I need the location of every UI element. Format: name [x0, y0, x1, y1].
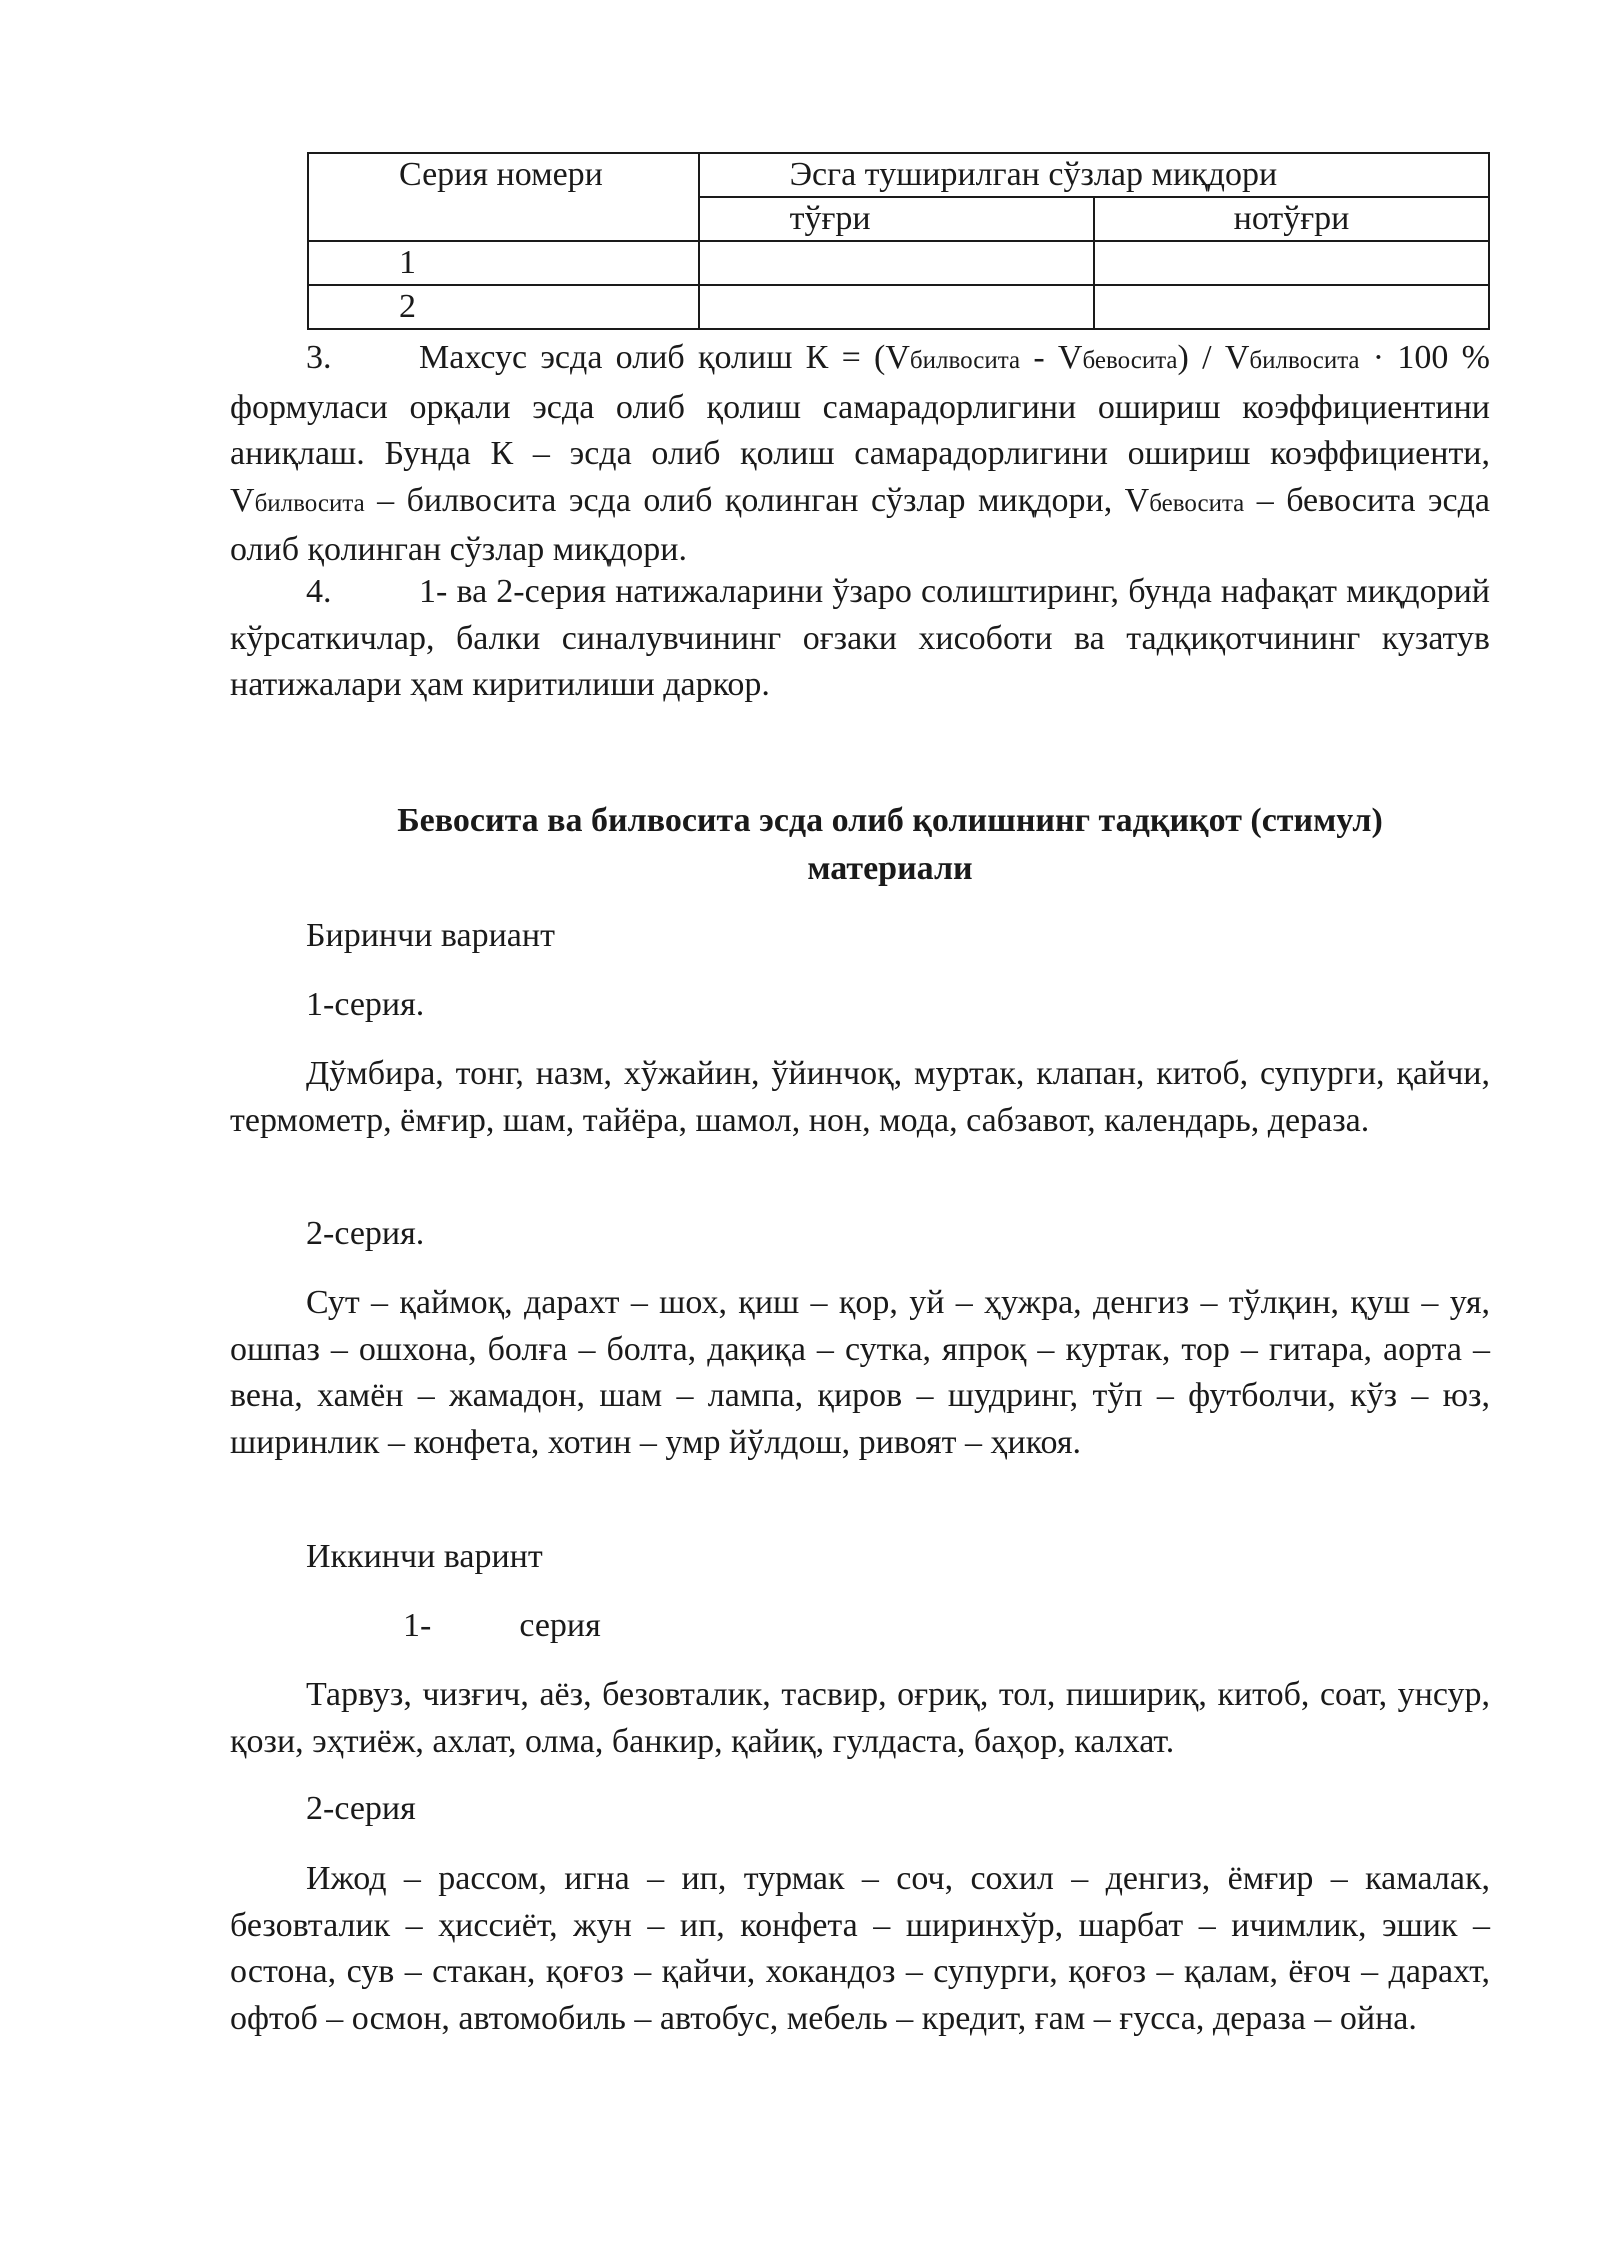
variant2-title: Иккинчи варинт [306, 1538, 543, 1575]
variant1-series2-words [230, 1280, 1490, 1466]
header-series-number: Серия номери [308, 153, 699, 241]
text-run: Дўмбира, тонг, назм, хўжайин, ўйинчоқ, муртак, клапан, китоб, супурги, қайчи, термометр, ёмғир, шам, тайёра, шамол, нон, мода, сабзавот, календарь, дераза. [230, 1055, 1490, 1139]
variant2-series2-label: 2-серия [306, 1790, 416, 1827]
subscript: билвосита [254, 489, 365, 517]
series-number: 1- [403, 1607, 432, 1644]
item-number: 3. [306, 339, 332, 376]
paragraph-item-3 [230, 335, 1490, 574]
text-run: – билвосита эсда олиб қолинган сўзлар миқдори, V [364, 481, 1150, 519]
table-row [308, 285, 1489, 329]
variant1-title: Биринчи вариант [306, 917, 555, 954]
text-run: ) / V [1177, 339, 1250, 376]
text-run: Ижод – рассом, игна – ип, турмак – соч, сохил – денгиз, ёмғир – камалак, безовталик – ҳиссиёт, жун – ип, конфета – ширинхўр, шарбат – ичимлик, эшик – остона, сув – стакан, қоғоз – қайчи, хокандоз – супурги, қоғоз – қалам, ёғоч – дарахт, офтоб – осмон, автомобиль – автобус, мебель – кредит, ғам – ғусса, дераза – ойна. [230, 1860, 1490, 2037]
series-word: серия [519, 1607, 601, 1644]
row-number: 2 [308, 285, 699, 329]
variant1-series2-label: 2-серия. [306, 1215, 425, 1252]
variant2-series2-words [230, 1856, 1490, 2042]
variant2-series1-words [230, 1672, 1490, 1765]
item-number: 4. [306, 573, 332, 610]
cell-incorrect [1094, 285, 1489, 329]
cell-correct [699, 241, 1094, 285]
subscript: бевосита [1082, 347, 1178, 374]
text-run: · 100 % формуласи орқали эсда олиб қолиш самарадорлигини ошириш коэффициентини аниқлаш. Бунда К – эсда олиб қолиш самарадорлигини ошириш коэффициенти, V [230, 339, 1490, 519]
text-run: Сут – қаймоқ, дарахт – шох, қиш – қор, уй – ҳужра, денгиз – тўлқин, қуш – уя, ошпаз – ошхона, болға – болта, дақиқа – сутка, япроқ – куртак, тор – гитара, аорта – вена, хамён – жамадон, шам – лампа, қиров – шудринг, тўп – футболчи, кўз – юз, ширинлик – конфета, хотин – умр йўлдош, ривоят – ҳикоя. [230, 1284, 1490, 1461]
header-correct: тўғри [699, 197, 1094, 241]
subscript: билвосита [1249, 347, 1360, 374]
text-run: Тарвуз, чизғич, аёз, безовталик, тасвир, оғриқ, тол, пишириқ, китоб, соат, унсур, қози, эҳтиёж, ахлат, олма, банкир, қайиқ, гулдаста, баҳор, калхат. [230, 1676, 1490, 1760]
row-number: 1 [308, 241, 699, 285]
heading-line: материали [807, 850, 973, 887]
variant1-series1-words [230, 1051, 1490, 1144]
subscript: бевосита [1149, 489, 1245, 517]
section-heading [290, 797, 1490, 893]
text-run: – бевосита эсда олиб қолинган сўзлар миқдори. [230, 481, 1490, 568]
variant2-series1-label [403, 1603, 601, 1649]
heading-line: Бевосита ва билвосита эсда олиб қолишнинг тадқиқот (стимул) [397, 802, 1383, 839]
results-table [307, 152, 1490, 330]
header-incorrect: нотўғри [1094, 197, 1489, 241]
cell-incorrect [1094, 241, 1489, 285]
text-run: - V [1020, 339, 1083, 376]
table-row [308, 241, 1489, 285]
variant1-series1-label: 1-серия. [306, 986, 425, 1023]
text-run: Махсус эсда олиб қолиш К = (V [419, 339, 910, 376]
subscript: билвосита [909, 347, 1021, 374]
paragraph-item-4 [230, 569, 1490, 709]
header-recalled-words: Эсга туширилган сўзлар миқдори [699, 153, 1489, 197]
cell-correct [699, 285, 1094, 329]
text-run: 1- ва 2-серия натижаларини ўзаро солиштиринг, бунда нафақат миқдорий кўрсаткичлар, балки синалувчининг оғзаки хисоботи ва тадқиқотчининг кузатув натижалари ҳам киритилиши даркор. [230, 573, 1490, 703]
